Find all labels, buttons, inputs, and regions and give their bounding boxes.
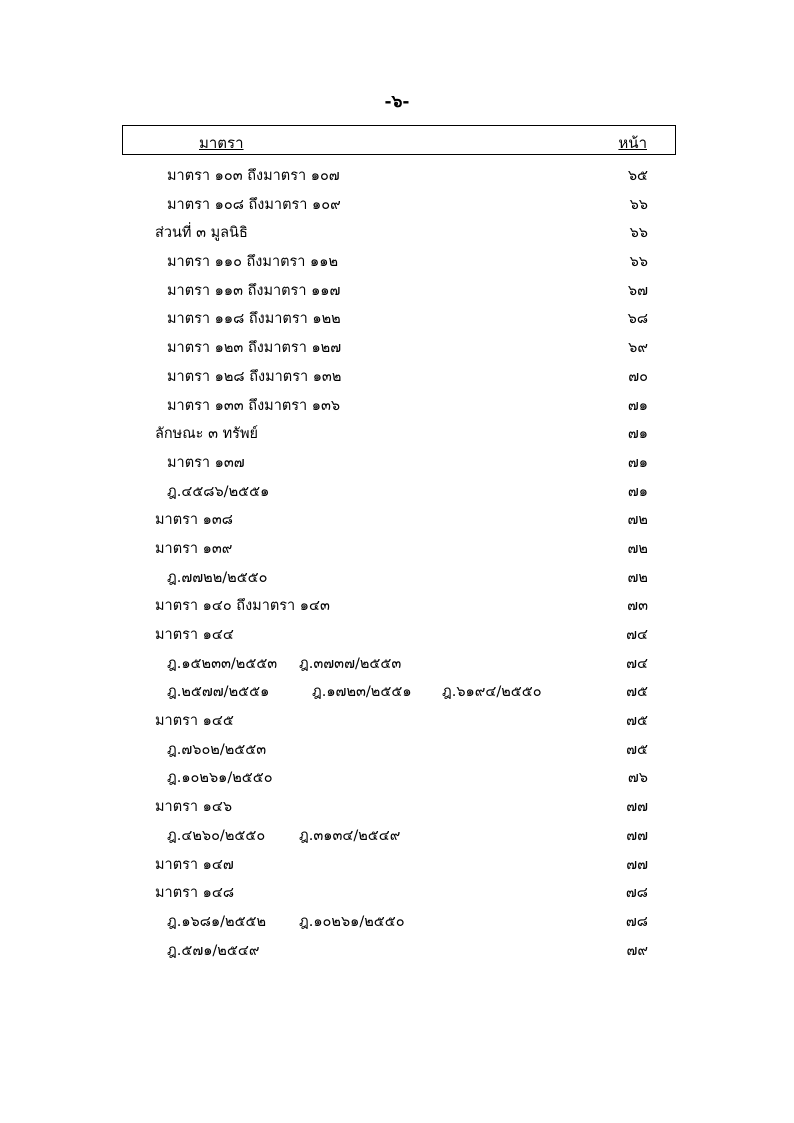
- toc-entry: มาตรา ๑๑๐ ถึงมาตรา ๑๑๒: [167, 254, 339, 271]
- toc-page-number: ๗๐: [628, 368, 648, 385]
- toc-row: [0, 449, 794, 478]
- toc-entry: ฎ.๑๖๘๑/๒๕๕๒: [167, 913, 267, 930]
- page-number: -๖-: [384, 92, 410, 112]
- toc-entry: มาตรา ๑๔๖: [155, 799, 233, 816]
- toc-row: [0, 363, 794, 392]
- toc-entry: ฎ.๑๐๒๖๑/๒๕๕๐: [167, 770, 273, 787]
- toc-page-number: ๗๔: [626, 655, 648, 672]
- toc-page-number: ๗๒: [627, 540, 648, 557]
- toc-row: [0, 506, 794, 535]
- toc-entry: มาตรา ๑๒๓ ถึงมาตรา ๑๒๗: [167, 340, 342, 357]
- toc-row: [0, 334, 794, 363]
- toc-page-number: ๗๔: [626, 627, 648, 643]
- toc-page-number: ๗๙: [626, 942, 648, 959]
- toc-entry: ส่วนที่ ๓ มูลนิธิ: [155, 225, 248, 242]
- toc-page-number: ๗๑: [627, 397, 648, 414]
- toc-row: [0, 793, 794, 822]
- toc-page-number: ๗๒: [627, 512, 648, 529]
- table-of-contents: [0, 162, 794, 965]
- toc-entry: ฎ.๑๕๒๓๓/๒๕๕๓: [167, 655, 278, 672]
- toc-row: [0, 277, 794, 306]
- toc-row: [0, 535, 794, 564]
- toc-entry: มาตรา ๑๔๐ ถึงมาตรา ๑๔๓: [155, 598, 330, 615]
- toc-row: [0, 678, 794, 707]
- toc-row: [0, 478, 794, 507]
- toc-page-number: ๗๕: [626, 684, 648, 701]
- toc-row: [0, 392, 794, 421]
- toc-row: [0, 822, 794, 851]
- toc-row: [0, 420, 794, 449]
- toc-row: [0, 621, 794, 650]
- toc-entry-secondary: ฎ.๓๗๓๗/๒๕๕๓: [299, 655, 402, 672]
- toc-page-number: ๗๗: [626, 827, 648, 844]
- toc-entry: ลักษณะ ๓ ทรัพย์: [155, 426, 258, 443]
- toc-page-number: ๖๘: [627, 311, 648, 328]
- toc-entry: ฎ.๒๕๗๗/๒๕๕๑: [167, 684, 270, 701]
- toc-page-number: ๗๗: [626, 856, 648, 873]
- toc-row: [0, 650, 794, 679]
- toc-entry: ฎ.๕๗๑/๒๕๔๙: [167, 942, 260, 959]
- toc-row: [0, 162, 794, 191]
- toc-page-number: ๗๑: [627, 483, 648, 500]
- toc-entry: มาตรา ๑๐๘ ถึงมาตรา ๑๐๙: [167, 196, 341, 213]
- toc-row: [0, 564, 794, 593]
- toc-row: [0, 764, 794, 793]
- toc-header: [122, 125, 676, 155]
- toc-page-number: ๗๒: [627, 569, 648, 586]
- toc-row: [0, 736, 794, 765]
- toc-page-number: ๖๖: [629, 254, 648, 271]
- toc-entry: ฎ.๗๗๒๒/๒๕๕๐: [167, 569, 268, 586]
- toc-page-number: ๗๕: [626, 741, 648, 758]
- toc-row: [0, 305, 794, 334]
- toc-row: [0, 937, 794, 966]
- toc-page-number: ๗๑: [627, 426, 648, 443]
- toc-page-number: ๖๗: [627, 282, 648, 299]
- toc-row: [0, 879, 794, 908]
- toc-page-number: ๖๕: [627, 168, 648, 184]
- toc-row: [0, 851, 794, 880]
- toc-entry: มาตรา ๑๓๗: [167, 454, 245, 471]
- toc-entry: มาตรา ๑๑๓ ถึงมาตรา ๑๑๗: [167, 282, 341, 299]
- toc-entry-tertiary: ฎ.๖๑๙๔/๒๕๕๐: [442, 684, 542, 701]
- toc-entry: มาตรา ๑๓๘: [155, 512, 233, 529]
- toc-entry: มาตรา ๑๓๓ ถึงมาตรา ๑๓๖: [167, 397, 341, 414]
- toc-row: [0, 219, 794, 248]
- toc-entry: ฎ.๗๖๐๒/๒๕๕๓: [167, 741, 267, 758]
- toc-page-number: ๗๑: [627, 454, 648, 471]
- toc-page-number: ๖๖: [629, 225, 648, 242]
- toc-row: [0, 707, 794, 736]
- toc-page-number: ๗๘: [625, 885, 648, 902]
- toc-row: [0, 908, 794, 937]
- toc-entry: มาตรา ๑๔๘: [155, 885, 235, 902]
- toc-entry: มาตรา ๑๔๕: [155, 713, 234, 730]
- toc-page-number: ๖๙: [628, 340, 648, 357]
- header-section-label: มาตรา: [199, 134, 244, 152]
- toc-entry: ฎ.๔๕๘๖/๒๕๕๑: [167, 483, 270, 500]
- toc-row: [0, 191, 794, 220]
- toc-entry: มาตรา ๑๓๙: [155, 540, 233, 557]
- toc-entry-secondary: ฎ.๑๐๒๖๑/๒๕๕๐: [299, 913, 405, 930]
- header-page-label: หน้า: [618, 134, 647, 152]
- toc-page-number: ๗๘: [625, 913, 648, 930]
- toc-entry-secondary: ฎ.๓๑๓๔/๒๕๔๙: [299, 827, 401, 844]
- toc-entry: มาตรา ๑๔๗: [155, 856, 234, 873]
- toc-page-number: ๗๗: [626, 799, 648, 816]
- toc-entry-secondary: ฎ.๑๗๒๓/๒๕๕๑: [312, 684, 412, 701]
- toc-page-number: ๗๓: [627, 598, 648, 615]
- toc-page-number: ๗๕: [626, 713, 648, 730]
- toc-page-number: ๖๖: [629, 196, 648, 213]
- toc-page-number: ๗๖: [627, 770, 648, 787]
- toc-entry: มาตรา ๑๑๘ ถึงมาตรา ๑๒๒: [167, 311, 341, 328]
- toc-entry: มาตรา ๑๒๘ ถึงมาตรา ๑๓๒: [167, 368, 342, 385]
- toc-row: [0, 592, 794, 621]
- toc-entry: ฎ.๔๒๖๐/๒๕๕๐: [167, 827, 266, 844]
- toc-entry: มาตรา ๑๔๔: [155, 627, 234, 643]
- toc-row: [0, 248, 794, 277]
- toc-entry: มาตรา ๑๐๓ ถึงมาตรา ๑๐๗: [167, 168, 340, 184]
